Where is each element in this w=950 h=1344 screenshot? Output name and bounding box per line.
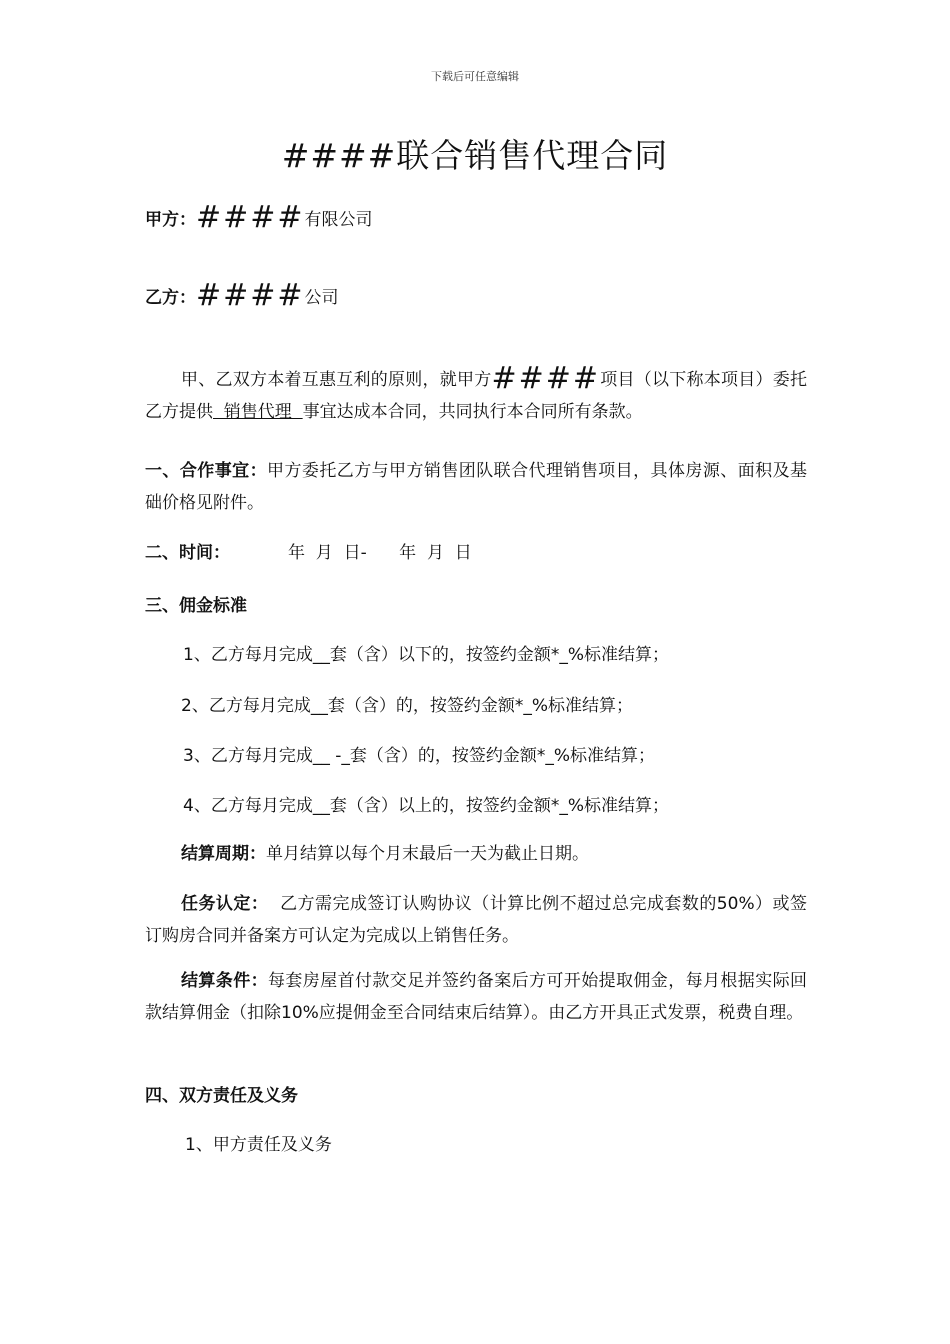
settlement-conditions-label: 结算条件：	[181, 971, 268, 991]
party-b	[145, 278, 339, 313]
task-recognition-text: 乙方需完成签订认购协议（计算比例不超过总完成套数的50%）或签订购房合同并备案方可认定为完成以上销售任务。	[145, 894, 807, 946]
settlement-conditions-text: 每套房屋首付款交足并签约备案后方可开始提取佣金，每月根据实际回款结算佣金（扣除10%应提佣金至合同结束后结算）。由乙方开具正式发票，税费自理。	[145, 971, 807, 1023]
party-a-suffix: 有限公司	[304, 210, 373, 230]
settlement-period-label: 结算周期：	[181, 844, 266, 864]
party-a	[145, 200, 373, 235]
task-recognition	[145, 888, 807, 952]
section-2-dates: 年 月 日- 年 月 日	[288, 543, 472, 563]
party-a-label: 甲方：	[145, 210, 196, 230]
intro-paragraph	[145, 363, 807, 428]
section-3-heading: 三、佣金标准	[145, 596, 247, 616]
intro-hash: ####	[491, 361, 601, 396]
section-1-heading: 一、合作事宜：	[145, 461, 268, 481]
intro-part3: 事宜达成本合同，共同执行本合同所有条款。	[302, 402, 643, 422]
section-2-heading: 二、时间：	[145, 543, 230, 563]
intro-part2: 项目（以下称本项目）委托乙方提供	[145, 370, 808, 422]
settlement-period	[145, 838, 807, 870]
commission-item-1: 1、乙方每月完成__套（含）以下的，按签约金额*_%标准结算；	[183, 645, 669, 665]
commission-item-2: 2、乙方每月完成__套（含）的，按签约金额*_%标准结算；	[181, 696, 633, 716]
commission-item-4: 4、乙方每月完成__套（含）以上的，按签约金额*_%标准结算；	[183, 796, 669, 816]
settlement-conditions	[145, 965, 807, 1029]
intro-part1: 甲、乙双方本着互惠互利的原则，就甲方	[181, 370, 492, 390]
section-2	[145, 538, 472, 563]
section-4-heading: 四、双方责任及义务	[145, 1086, 298, 1106]
task-recognition-label: 任务认定：	[181, 894, 269, 914]
commission-item-3: 3、乙方每月完成__ -_套（含）的，按签约金额*_%标准结算；	[183, 746, 656, 766]
settlement-period-text: 单月结算以每个月末最后一天为截止日期。	[266, 844, 589, 864]
document-title: ####联合销售代理合同	[281, 136, 669, 175]
section-4-item-1: 1、甲方责任及义务	[185, 1135, 332, 1155]
party-a-hash: ####	[196, 200, 305, 235]
party-b-hash: ####	[196, 278, 305, 313]
party-b-suffix: 公司	[304, 288, 339, 308]
section-1-text: 甲方委托乙方与甲方销售团队联合代理销售项目，具体房源、面积及基础价格见附件。	[145, 461, 808, 513]
intro-service: 销售代理	[213, 402, 303, 422]
section-1	[145, 455, 807, 519]
header-note: 下载后可任意编辑	[431, 70, 519, 83]
party-b-label: 乙方：	[145, 288, 196, 308]
